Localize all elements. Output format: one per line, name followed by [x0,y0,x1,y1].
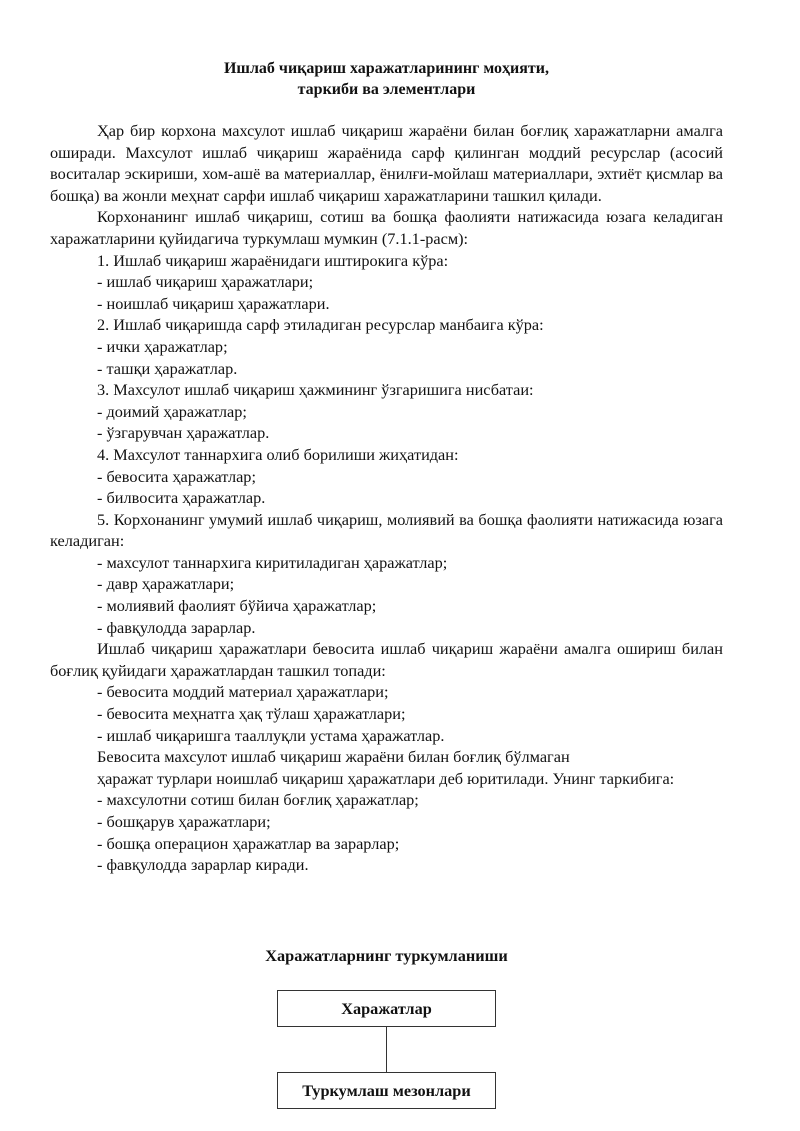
diagram-connector-line [386,1026,387,1072]
title-line-2: таркиби ва элементлари [297,81,476,98]
list-line: - махсулот таннархига киритиладиган ҳаражатлар; [97,552,448,572]
list-line: - ишлаб чиқариш ҳаражатлари; [97,272,314,292]
paragraph: 5. Корхонанинг умумий ишлаб чиқариш, молиявий ва бошқа фаолияти натижасида юзага келадиган: [50,509,723,551]
list-line: 1. Ишлаб чиқариш жараёнидаги иштирокига кўра: [97,250,449,270]
list-line: - билвосита ҳаражатлар. [97,488,266,508]
list-line: - ички ҳаражатлар; [97,336,228,356]
list-line: - фавқулодда зарарлар. [97,617,256,637]
list-line: - бевосита меҳнатга ҳақ тўлаш ҳаражатлари; [97,704,406,724]
diagram-heading: Харажатларнинг туркумланиши [265,946,508,965]
list-line: 4. Махсулот таннархига олиб борилиши жиҳатидан: [97,444,459,464]
list-line: 3. Махсулот ишлаб чиқариш ҳажмининг ўзгаришига нисбатаи: [97,380,534,400]
diagram-box-criteria: Туркумлаш мезонлари [277,1072,496,1109]
title-line-1: Ишлаб чиқариш харажатларининг моҳияти, [223,60,549,77]
list-line: 2. Ишлаб чиқаришда сарф этиладиган ресурслар манбаига кўра: [97,315,544,335]
list-line: - молиявий фаолият бўйича ҳаражатлар; [97,596,377,616]
paragraph: Корхонанинг ишлаб чиқариш, сотиш ва бошқа фаолияти натижасида юзага келадиган харажатларини қуйидагича туркумлаш мумкин (7.1.1-расм): [50,207,723,248]
paragraph: Ишлаб чиқариш ҳаражатлари бевосита ишлаб чиқариш жараёни амалга ошириш билан боғлиқ қуйидаги ҳаражатлардан ташкил топади: [50,639,723,680]
list-line: - бошқа операцион ҳаражатлар ва зарарлар; [97,833,400,853]
list-line: - ишлаб чиқаришга тааллуқли устама ҳаражатлар. [97,725,445,745]
list-line: - доимий ҳаражатлар; [97,401,247,421]
list-line: - ноишлаб чиқариш ҳаражатлари. [97,293,330,313]
paragraph: ҳаражат турлари ноишлаб чиқариш ҳаражатлари деб юритилади. Унинг таркибига: [97,768,675,788]
list-line: - давр ҳаражатлари; [97,574,235,594]
list-line: - фавқулодда зарарлар киради. [97,855,309,875]
diagram-box-expenses: Харажатлар [277,990,496,1027]
list-line: - ташқи ҳаражатлар. [97,358,238,378]
list-line: Бевосита махсулот ишлаб чиқариш жараёни билан боғлиқ бўлмаган [97,747,570,767]
list-line: - бошқарув ҳаражатлари; [97,812,271,831]
list-line: - бевосита ҳаражатлар; [97,466,256,486]
paragraph: Ҳар бир корхона махсулот ишлаб чиқариш жараёни билан боғлиқ харажатларни амалга оширади. Махсулот ишлаб чиқариш жараёнида сарф қилинган моддий ресурслар (асосий воситалар эскириши, хом-ашё ва материаллар, ёнилғи-мойлаш материаллари, эхтиёт қисмлар ва бошқа) ва жонли меҳнат сарфи ишлаб чиқариш харажатларини ташкил қилади. [50,121,723,205]
document-body [50,120,723,876]
document-title [50,58,723,100]
list-line: - махсулотни сотиш билан боғлиқ ҳаражатлар; [97,790,419,810]
list-line: - ўзгарувчан ҳаражатлар. [97,423,270,443]
list-line: - бевосита моддий материал ҳаражатлари; [97,682,389,702]
document-page [50,58,723,876]
